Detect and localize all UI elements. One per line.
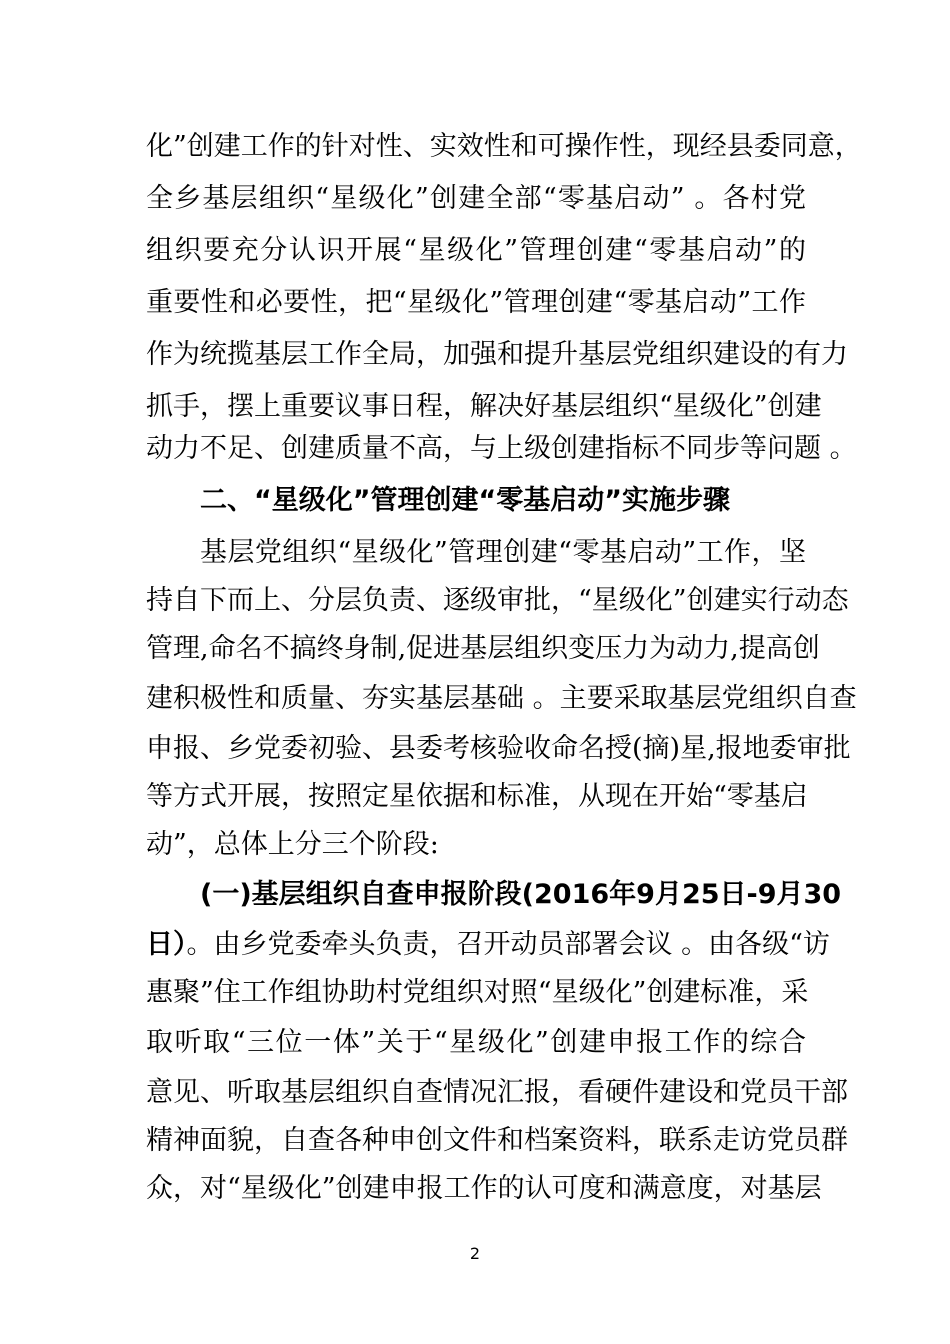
paragraph-line: 抓手，摆上重要议事日程，解决好基层组织“星级化”创建 xyxy=(146,391,822,422)
paragraph-line: 基层党组织“星级化”管理创建“零基启动”工作，坚 xyxy=(200,537,806,568)
paragraph-line: 意见、听取基层组织自查情况汇报，看硬件建设和党员干部 xyxy=(146,1077,848,1108)
paragraph-line: 惠聚”住工作组协助村党组织对照“星级化”创建标准，采 xyxy=(146,977,809,1008)
section-heading: 二、“星级化”管理创建“零基启动”实施步骤 xyxy=(200,485,730,516)
paragraph-line: 取听取“三位一体”关于“星级化”创建申报工作的综合 xyxy=(146,1027,806,1058)
paragraph-line: 管理,命名不搞终身制,促进基层组织变压力为动力,提高创 xyxy=(146,633,820,664)
paragraph-line: 作为统揽基层工作全局，加强和提升基层党组织建设的有力 xyxy=(146,339,848,370)
paragraph-line: 众，对“星级化”创建申报工作的认可度和满意度，对基层 xyxy=(146,1173,822,1204)
paragraph-line: 化”创建工作的针对性、实效性和可操作性，现经县委同意， xyxy=(146,131,862,162)
paragraph-line: 重要性和必要性，把“星级化”管理创建“零基启动”工作 xyxy=(146,287,806,318)
paragraph-line: 申报、乡党委初验、县委考核验收命名授(摘)星,报地委审批 xyxy=(146,733,851,764)
paragraph-line: 动力不足、创建质量不高，与上级创建指标不同步等问题 。 xyxy=(146,433,857,464)
paragraph-line: 等方式开展，按照定星依据和标准，从现在开始“零基启 xyxy=(146,781,808,812)
paragraph-line: 建积极性和质量、夯实基层基础 。主要采取基层党组织自查 xyxy=(146,683,857,714)
paragraph-text: 。由乡党委牵头负责，召开动员部署会议 。由各级“访 xyxy=(186,929,830,960)
paragraph-line: 精神面貌，自查各种申创文件和档案资料，联系走访党员群 xyxy=(146,1125,848,1156)
paragraph-line: 动”，总体上分三个阶段: xyxy=(146,829,439,860)
paragraph-line: 持自下而上、分层负责、逐级审批，“星级化”创建实行动态 xyxy=(146,585,849,616)
paragraph-line: 全乡基层组织“星级化”创建全部“零基启动” 。各村党 xyxy=(146,183,806,214)
paragraph-line: 组织要充分认识开展“星级化”管理创建“零基启动”的 xyxy=(146,235,806,266)
subheading-end: 日） xyxy=(146,929,187,960)
page-number: 2 xyxy=(469,1244,481,1263)
subheading-line: (一)基层组织自查申报阶段(2016年9月25日-9月30 xyxy=(200,879,842,910)
paragraph-line xyxy=(146,925,830,965)
